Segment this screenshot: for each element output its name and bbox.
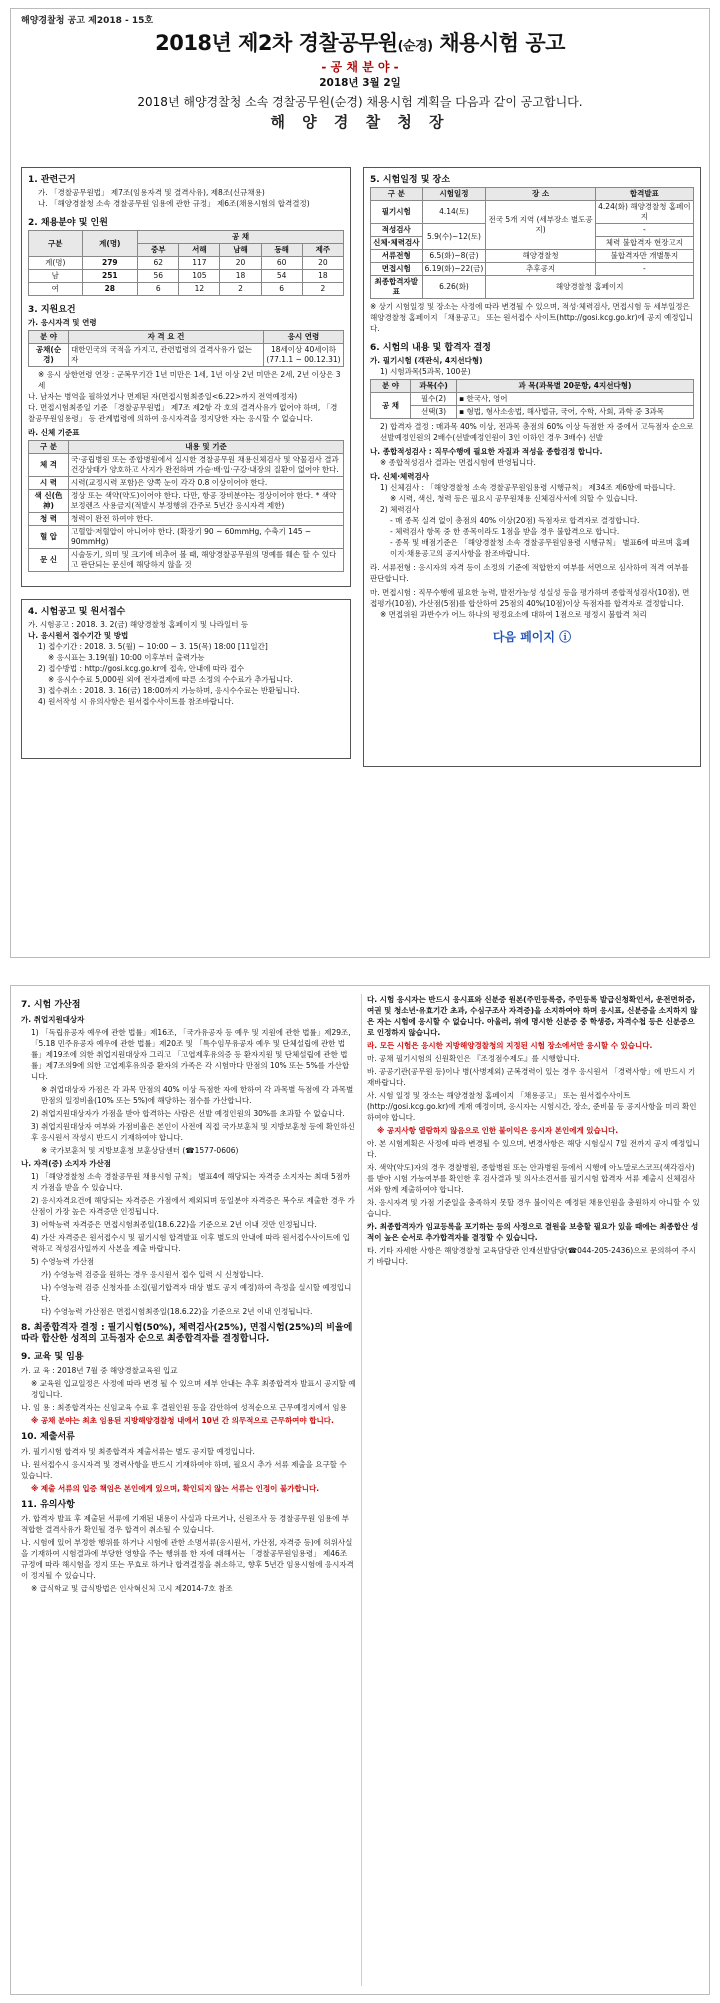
- section-3-heading: 3. 지원요건: [28, 305, 76, 315]
- text-line: 다) 수영능력 가산점은 면접시험최종일(18.6.22)을 기준으로 2년 이내 인정됩니다.: [41, 1306, 313, 1316]
- text-line: 가. 「경찰공무원법」 제7조(임용자격 및 결격사유), 제8조(신규채용): [38, 188, 265, 197]
- subheading: 가. 필기시험 (객관식, 4지선다형): [370, 356, 483, 365]
- text-line: ※ 종합적성검사 결과는 면접시험에 반영됩니다.: [380, 458, 536, 467]
- table-header: 내용 및 기준: [69, 441, 344, 454]
- table-header: 시험일정: [422, 188, 486, 201]
- table-row: 문 신 시술동기, 의미 및 크기에 비추어 볼 때, 해양경찰공무원의 명예를 훼손 할 수 있다고 판단되는 문신에 해당하지 않을 것: [29, 549, 344, 572]
- page2-right-column: [367, 994, 701, 1986]
- section-1-heading: 1. 관련근거: [28, 175, 76, 185]
- table-row: 혈 압 고혈압·저혈압이 아니어야 한다. (확장기 90 ~ 60mmHg, 수축기 145 ~ 90mmHg): [29, 526, 344, 549]
- text-line: 4) 원서작성 시 유의사항은 원서접수사이트를 참조바랍니다.: [38, 697, 234, 706]
- eligibility-table: [28, 330, 344, 367]
- page-subtitle: - 공 채 분 야 -: [321, 60, 399, 74]
- text-line: 카. 최종합격자가 임교등록을 포기하는 등의 사정으로 결원을 보충할 필요가 있을 때에는 최종합산 성적이 높은 순서로 추가합격자를 결정할 수 있습니다.: [367, 1222, 699, 1242]
- text-line: 3) 어학능력 자격증은 면접시험최종일(18.6.22)을 기준으로 2년 이내 것만 인정됩니다.: [31, 1219, 317, 1229]
- table-header: 공 채: [138, 231, 344, 244]
- table-header: 분 야: [371, 380, 411, 393]
- text-line: 2) 체력검사: [380, 505, 420, 514]
- text-line: 가) 수영능력 검증을 원하는 경우 응시원서 접수 입력 시 신청합니다.: [41, 1269, 264, 1279]
- table-header: 제주: [302, 244, 343, 257]
- text-line: 가. 취업지원대상자: [21, 1014, 85, 1024]
- left-box-top: [21, 167, 351, 587]
- physical-standards-table: [28, 440, 344, 572]
- text-line: 2) 응시자격요건에 해당되는 자격증은 가점에서 제외되며 동일분야 자격증은 복수로 제출한 경우 가산점이 가장 높은 자격증만 인정됩니다.: [31, 1195, 355, 1216]
- column-divider: [361, 994, 362, 1986]
- table-row: 공채(순경) 대한민국의 국적을 가지고, 관련법령의 결격사유가 없는 자 18세이상 40세이하 (77.1.1 ~ 00.12.31): [29, 344, 344, 367]
- intro-text: 2018년 해양경찰청 소속 경찰공무원(순경) 채용시험 계획을 다음과 같이 공고합니다.: [137, 95, 583, 109]
- subheading: 가. 응시자격 및 연령: [28, 318, 97, 327]
- text-line: 자. 색약(약도)자의 경우 경찰병원, 종합병원 또는 안과병원 등에서 시행에 아노말로스코프(색각검사)를 받아 시험 가능여부를 확인한 후 검사결과 및 의사소견서를 필기시험 합격자 서류 제출시 신체검사서와 함께 제출하여야 합니다.: [367, 1163, 696, 1194]
- table-row: 공 채 필수(2) ▪ 한국사, 영어: [371, 393, 694, 406]
- text-line: ※ 시력, 색신, 청력 등은 필요시 공무원채용 신체검사서에 의할 수 있습니다.: [390, 494, 638, 503]
- table-header: 남해: [220, 244, 261, 257]
- section-6-heading: 6. 시험의 내용 및 합격자 결정: [370, 343, 491, 353]
- text-line: 가. 필기시험 합격자 및 최종합격자 제출서류는 별도 공지할 예정입니다.: [21, 1446, 255, 1456]
- table-header: 분 야: [29, 331, 69, 344]
- text-line: 가. 시험공고 : 2018. 3. 2(금) 해양경찰청 홈페이지 및 나라일터 등: [28, 620, 249, 629]
- table-row: 최종합격자발표 6.26(화) 해양경찰청 홈페이지: [371, 276, 694, 299]
- table-row: 청 력 청력이 완전 하여야 한다.: [29, 513, 344, 526]
- text-line: 다. 시험 응시자는 반드시 응시표와 신분증 원본(주민등록증, 주민등록 발급신청확인서, 운전면허증, 여권 및 청소년·유효기간 초과, 수심구조사 자격증)을 소지하여야 하며 응시표, 신분증을 소지하지 않은 자는 시험에 응시할 수 없습니다. 아울러, 위에 명시한 신분증 중 학생증, 자격수첩 등은 신분증으로 인정하지 않습니다.: [367, 995, 698, 1037]
- text-line: 타. 기타 자세한 사항은 해양경찰청 교육담당관 인재선발담당(☎044-205-2436)으로 문의하여 주시기 바랍니다.: [367, 1246, 696, 1266]
- section-2-heading: 2. 채용분야 및 인원: [28, 218, 108, 228]
- text-line: 3) 접수취소 : 2018. 3. 16(금) 18:00까지 가능하며, 응시수수료는 반환됩니다.: [38, 686, 300, 695]
- text-line: ※ 응시표는 3.19(월) 10:00 이후부터 출력가능: [48, 653, 205, 662]
- section-heading: 9. 교육 및 임용: [21, 1351, 84, 1362]
- text-line: 나. 원서접수시 응시자격 및 경력사항을 반드시 기재하여야 하며, 필요시 추가 서류 제출을 요구할 수 있습니다.: [21, 1459, 347, 1480]
- recruit-table: [28, 230, 344, 296]
- text-line: 나. 임 용 : 최종합격자는 신임교육 수료 후 결원인원 등을 감안하여 성적순으로 근무예정지에서 임용: [21, 1403, 347, 1412]
- table-header: 동해: [261, 244, 302, 257]
- section-heading: 8. 최종합격자 결정 : 필기시험(50%), 체력검사(25%), 면접시험(25%)의 비율에 따라 합산한 성적의 고득점자 순으로 최종합격자를 결정합니다.: [21, 1322, 353, 1344]
- text-line: 마. 공채 필기시험의 신원확인은 『조정점수제도』를 시행합니다.: [367, 1054, 580, 1063]
- text-line: 나. 남자는 병역을 필하였거나 면제된 자(면접시험최종일<6.22>까지 전역예정자): [28, 392, 298, 401]
- table-row: 여 28 6 12 2 6 2: [29, 283, 344, 296]
- text-line: ※ 응시 상한연령 연장 : 군복무기간 1년 미만은 1세, 1년 이상 2년 미만은 2세, 2년 이상은 3세: [38, 370, 341, 390]
- text-line: 1) 신체검사 : 「해양경찰청 소속 경찰공무원임용령 시행규칙」 제34조 제6항에 따릅니다.: [380, 483, 676, 492]
- text-line: - 체력검사 항목 중 한 종목이라도 1점을 받을 경우 불합격으로 합니다.: [390, 527, 620, 536]
- text-line: 2) 취업지원대상자가 가점을 받아 합격하는 사람은 선발 예정인원의 30%를 초과할 수 없습니다.: [31, 1108, 345, 1118]
- text-line: 사. 시험 일정 및 장소는 해양경찰청 홈페이지 「채용공고」 또는 원서접수사이트(http://gosi.kcg.go.kr)에 게재 예정이며, 응시자는 시험시간, 장소, 준비물 등 공지사항을 미리 확인하여야 합니다.: [367, 1091, 697, 1122]
- text-line: 1) 「해양경찰청 소속 경찰공무원 채용시험 규칙」 별표4에 해당되는 자격증 소지자는 최대 5점까지 가점을 받을 수 있습니다.: [31, 1171, 351, 1192]
- table-row: 신체·체력검사 체력 불합격자 현장고지: [371, 237, 694, 250]
- table-header: 구 분: [371, 188, 423, 201]
- table-row: 체 격 국·공립병원 또는 종합병원에서 실시한 경찰공무원 채용신체검사 및 약물검사 결과 건강상태가 양호하고 사지가 완전하며 가슴·배·입·구강·내장의 질환이 없어야 한다.: [29, 454, 344, 477]
- subjects-table: [370, 379, 694, 419]
- text-line: 나. 「해양경찰청 소속 경찰공무원 임용에 관한 규정」 제6조(채용시험의 합격결정): [38, 199, 310, 208]
- text-line: ※ 상기 시험일정 및 장소는 사정에 따라 변경될 수 있으며, 적성·체력검사, 면접시험 등 세부일정은 해양경찰청 홈페이지 「채용공고」 또는 원서접수 사이트(http://gosi.kcg.go.kr)에 공지 예정입니다.: [370, 302, 693, 333]
- section-heading: 10. 제출서류: [21, 1432, 75, 1442]
- section-heading: 11. 유의사항: [21, 1499, 75, 1510]
- agency-name: 해 양 경 찰 청 장: [270, 113, 450, 131]
- table-row: 필기시험 4.14(토) 전국 5개 지역 (세부장소 별도공지) 4.24(화) 해양경찰청 홈페이지: [371, 201, 694, 224]
- text-line: 1) 시험과목(5과목, 100문): [380, 367, 471, 376]
- text-line: ※ 제출 서류의 입증 책임은 본인에게 있으며, 확인되지 않는 서류는 인정이 불가합니다.: [31, 1483, 320, 1493]
- table-row: 색 신(色 神) 정상 또는 색약(약도)이어야 한다. 다만, 항공 장비분야는 정상이어야 한다. * 색약 보정렌즈 사용금지(적발시 부정행위 간주로 5년간 응시자격 제한): [29, 490, 344, 513]
- table-header: 과목(수): [411, 380, 457, 393]
- table-row: 면접시험 6.19(화)~22(금) 추후공지 -: [371, 263, 694, 276]
- text-line: - 종목 및 배점기준은 「해양경찰청 소속 경찰공무원임용령 시행규칙」 별표6에 따르며 홈페이지·채용공고의 공지사항을 참조바랍니다.: [390, 538, 690, 558]
- text-line: 1) 접수기간 : 2018. 3. 5(월) ~ 10:00 ~ 3. 15(목) 18:00 [11일간]: [38, 642, 268, 651]
- page-title: 2018년 제2차 경찰공무원(순경) 채용시험 공고: [155, 31, 565, 55]
- subheading: 나. 종합적성검사 : 직무수행에 필요한 자질과 적성을 종합검정 합니다.: [370, 447, 603, 456]
- text-line: ※ 공지사항 열람하지 않음으로 인한 불이익은 응시자 본인에게 있습니다.: [377, 1126, 619, 1135]
- text-line: 1) 「독립유공자 예우에 관한 법률」제16조, 「국가유공자 등 예우 및 지원에 관한 법률」제29조, 「5.18 민주유공자 예우에 관한 법률」제20조 및 「특수임무유공자 예우 및 단체설립에 관한 법률」제19조에 의한 취업지원대상자 그리고 「고엽제후유의증 등 환자지원 및 단체설립에 관한 법률」제7조의9에 의한 고엽제후유의증 환자의 가족은 각 시험마다 만점의 10% 또는 5%를 가산합니다.: [31, 1027, 351, 1081]
- text-line: 라. 모든 시험은 응시한 지방해양경찰청의 지정된 시험 장소에서만 응시할 수 있습니다.: [367, 1041, 653, 1050]
- text-line: ※ 면접위원 과반수가 어느 하나의 평정요소에 대하여 1점으로 평정시 불합격 처리: [380, 610, 647, 619]
- text-line: 다. 면접시험최종일 기준 「경찰공무원법」 제7조 제2항 각 호의 결격사유가 없어야 하며, 「경찰공무원임용령」 등 관계법령에 의하여 응시자격을 정지당한 자는 응시할 수 없습니다.: [28, 403, 338, 423]
- text-line: 나. 시험에 있어 부정한 행위를 하거나 시험에 관한 소명서류(응시원서, 가산점, 자격증 등)에 허위사실을 기재하여 시험결과에 부당한 영향을 주는 행위를 한 자에 대해서는 「경찰공무원임용령」 제46조 규정에 따라 해시험을 정지 또는 무효로 하거나 합격결정을 취소하고, 향후 5년간 임용시험에 응시자격이 정지될 수 있습니다.: [21, 1538, 354, 1580]
- table-header: 응시 연령: [264, 331, 344, 344]
- text-line: 나) 수영능력 검증 신청자를 소집(필기합격자 대상 별도 공지 예정)하여 측정을 실시할 예정입니다.: [41, 1282, 352, 1303]
- schedule-table: [370, 187, 694, 299]
- right-box: [363, 167, 701, 767]
- text-line: 5) 수영능력 가산점: [31, 1256, 95, 1266]
- text-line: 3) 취업지원대상자 여부와 가점비율은 본인이 사전에 직접 국가보훈처 및 지방보훈청 등에 확인하신 후 응시원서 작성시 반드시 기재하여야 합니다.: [31, 1121, 355, 1142]
- section-5-heading: 5. 시험일정 및 장소: [370, 175, 450, 185]
- table-row: 계(명) 279 62 117 20 60 20: [29, 257, 344, 270]
- table-row: 선택(3) ▪ 형법, 형사소송법, 해사법규, 국어, 수학, 사회, 과학 중 3과목: [371, 406, 694, 419]
- text-line: ※ 국가보훈처 및 지방보훈청 보훈상담센터 (☎1577-0606): [41, 1145, 239, 1155]
- subheading: 라. 신체 기준표: [28, 428, 80, 437]
- notice-date: 2018년 3월 2일: [319, 77, 401, 89]
- table-header: 합격발표: [595, 188, 693, 201]
- notice-page-1: [10, 8, 710, 958]
- notice-header: [11, 9, 709, 132]
- text-line: 2) 합격자 결정 : 매과목 40% 이상, 전과목 총점의 60% 이상 득점한 자 중에서 고득점자 순으로 선발예정인원의 2배수(선발예정인원이 3인 이하인 경우 3배수) 선발: [380, 422, 694, 442]
- table-header: 서해: [179, 244, 220, 257]
- subheading: 나. 응시원서 접수기간 및 방법: [28, 631, 129, 640]
- table-header: 구 분: [29, 441, 69, 454]
- notice-page-2: [10, 985, 710, 1995]
- left-box-bottom: [21, 599, 351, 759]
- subheading: 다. 신체·체력검사: [370, 472, 430, 481]
- text-line: 가. 합격자 발표 후 제출된 서류에 기재된 내용이 사실과 다르거나, 신원조사 등 경찰공무원 임용에 부적합한 결격사유가 확인될 경우 합격이 취소될 수 있습니다.: [21, 1514, 349, 1534]
- next-page-link[interactable]: 다음 페이지 ⓘ: [492, 630, 572, 644]
- text-line: 라. 서류전형 : 응시자의 자격 등이 소정의 기준에 적합한지 여부를 서면으로 심사하여 적격 여부를 판단합니다.: [370, 563, 689, 583]
- text-line: 바. 공공기관(공무원 등)이나 병(사병제외) 군복경력이 있는 경우 응시원서 「경력사항」에 반드시 기재바랍니다.: [367, 1067, 696, 1087]
- text-line: 2) 접수방법 : http://gosi.kcg.go.kr에 접속, 안내에 따라 접수: [38, 664, 245, 673]
- table-row: 적성검사 5.9(수)~12(토) -: [371, 224, 694, 237]
- page2-left-column: [21, 994, 356, 1986]
- text-line: 차. 응시자격 및 가점 기준일을 충족하지 못할 경우 불이익은 예정된 채용인원을 충원하지 아니할 수 있습니다.: [367, 1198, 700, 1218]
- table-header: 과 목(과목별 20문항, 4지선다형): [457, 380, 694, 393]
- notice-number: 해양경찰청 공고 제2018 - 15호: [21, 16, 154, 26]
- text-line: 나. 자격(증) 소지자 가산점: [21, 1158, 111, 1168]
- text-line: ※ 급식학교 및 급식방법은 인사혁신처 고시 제2014-7호 참조: [31, 1584, 233, 1593]
- table-header: 자 격 요 건: [69, 331, 264, 344]
- table-row: 서류전형 6.5(화)~8(금) 해양경찰청 불합격자만 개별통지: [371, 250, 694, 263]
- section-heading: 7. 시험 가산점: [21, 1000, 81, 1010]
- text-line: ※ 취업대상자 가점은 각 과목 만점의 40% 이상 득점한 자에 한하여 각 과목별 득점에 각 과목별 만점의 일정비율(10% 또는 5%)에 해당하는 점수를 가산합니다.: [41, 1084, 354, 1105]
- text-line: ※ 공채 분야는 최초 임용된 지방해양경찰청 내에서 10년 간 의무적으로 근무하여야 합니다.: [31, 1416, 334, 1425]
- table-header: 장 소: [486, 188, 596, 201]
- text-line: - 매 종목 실격 없이 총점의 40% 이상(20점) 득점자로 합격자로 결정합니다.: [390, 516, 640, 525]
- table-header: 계(명): [82, 231, 138, 257]
- table-row: 시 력 시력(교정시력 포함)은 양쪽 눈이 각각 0.8 이상이어야 한다.: [29, 477, 344, 490]
- text-line: 4) 가산 자격증은 원서접수시 및 필기시험 합격발표 이후 별도의 안내에 따라 원서접수사이트에 입력하고 적성검사일까지 사본을 제출 바랍니다.: [31, 1232, 350, 1253]
- text-line: 가. 교 육 : 2018년 7월 중 해양경찰교육원 입교: [21, 1366, 178, 1375]
- text-line: ※ 응시수수료 5,000원 외에 전자결제에 따른 소정의 수수료가 추가됩니다.: [48, 675, 293, 684]
- table-row: 남 251 56 105 18 54 18: [29, 270, 344, 283]
- section-4-heading: 4. 시험공고 및 원서접수: [28, 607, 126, 617]
- text-line: 아. 본 시험계획은 사정에 따라 변경될 수 있으며, 변경사항은 해당 시험실시 7일 전까지 공지 예정입니다.: [367, 1139, 700, 1159]
- text-line: ※ 교육원 입교일정은 사정에 따라 변경 될 수 있으며 세부 안내는 추후 최종합격자 발표시 공지할 예정입니다.: [31, 1379, 356, 1399]
- table-header: 구분: [29, 231, 83, 257]
- table-header: 중부: [138, 244, 179, 257]
- text-line: 마. 면접시험 : 직무수행에 필요한 능력, 발전가능성 성실성 등을 평가하며 종합적성검사(10점), 면접평가(10점), 가산점(5점)를 합산하여 25점의 40%(10점)이상 득점자를 합격자로 결정합니다.: [370, 588, 690, 608]
